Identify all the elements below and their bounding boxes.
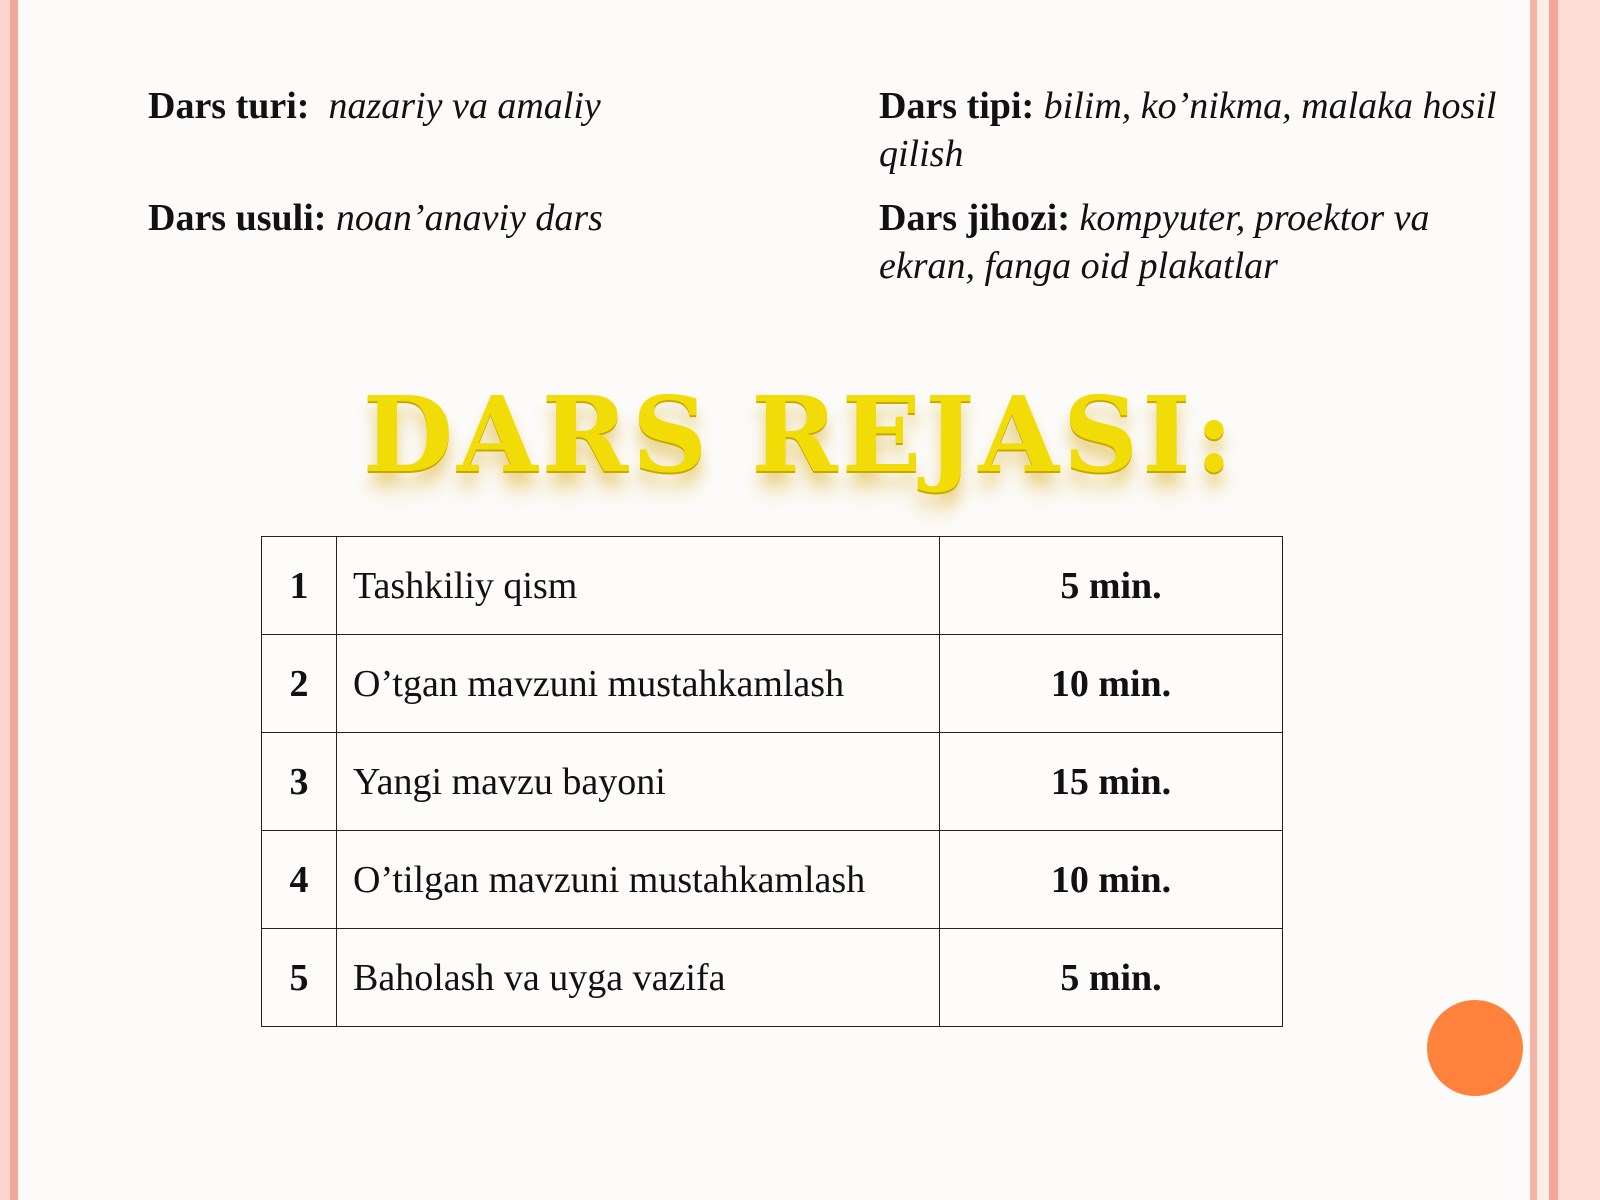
row-duration: 15 min. bbox=[940, 733, 1283, 831]
table-row bbox=[262, 537, 1283, 635]
lesson-type-label: Dars turi: bbox=[148, 85, 310, 127]
lesson-kind bbox=[879, 82, 1499, 178]
row-number: 5 bbox=[262, 929, 337, 1027]
row-description: Tashkiliy qism bbox=[337, 537, 940, 635]
lesson-kind-value: bilim, ko’nikma, malaka hosil qilish bbox=[879, 85, 1497, 175]
lesson-equipment-label: Dars jihozi: bbox=[879, 197, 1071, 239]
lesson-equipment bbox=[879, 194, 1499, 290]
row-number: 2 bbox=[262, 635, 337, 733]
row-number: 4 bbox=[262, 831, 337, 929]
row-number: 3 bbox=[262, 733, 337, 831]
lesson-method-value: noan’anaviy dars bbox=[335, 197, 603, 239]
lesson-kind-label: Dars tipi: bbox=[879, 85, 1035, 127]
table-row bbox=[262, 733, 1283, 831]
right-border-stripe-light bbox=[1537, 0, 1549, 1200]
row-duration: 10 min. bbox=[940, 831, 1283, 929]
left-border-stripe bbox=[0, 0, 10, 1200]
plan-heading: DARS REJASI: bbox=[362, 373, 1238, 496]
lesson-plan-table bbox=[261, 536, 1283, 1027]
right-border-stripe bbox=[1530, 0, 1537, 1200]
right-border-stripe-mid bbox=[1549, 0, 1558, 1200]
row-description: O’tgan mavzuni mustahkamlash bbox=[337, 635, 940, 733]
lesson-method-label: Dars usuli: bbox=[148, 197, 327, 239]
row-description: O’tilgan mavzuni mustahkamlash bbox=[337, 831, 940, 929]
table-row bbox=[262, 929, 1283, 1027]
right-border-stripe-outer bbox=[1558, 0, 1600, 1200]
row-description: Baholash va uyga vazifa bbox=[337, 929, 940, 1027]
lesson-method bbox=[148, 194, 768, 242]
row-number: 1 bbox=[262, 537, 337, 635]
table-row bbox=[262, 831, 1283, 929]
row-description: Yangi mavzu bayoni bbox=[337, 733, 940, 831]
row-duration: 10 min. bbox=[940, 635, 1283, 733]
accent-dot bbox=[1427, 1000, 1523, 1096]
lesson-type-value: nazariy va amaliy bbox=[328, 85, 601, 127]
lesson-type bbox=[148, 82, 768, 130]
row-duration: 5 min. bbox=[940, 537, 1283, 635]
row-duration: 5 min. bbox=[940, 929, 1283, 1027]
table-row bbox=[262, 635, 1283, 733]
lesson-equipment-value: kompyuter, proektor va ekran, fanga oid plakatlar bbox=[879, 197, 1430, 287]
left-border-stripe-inner bbox=[10, 0, 18, 1200]
